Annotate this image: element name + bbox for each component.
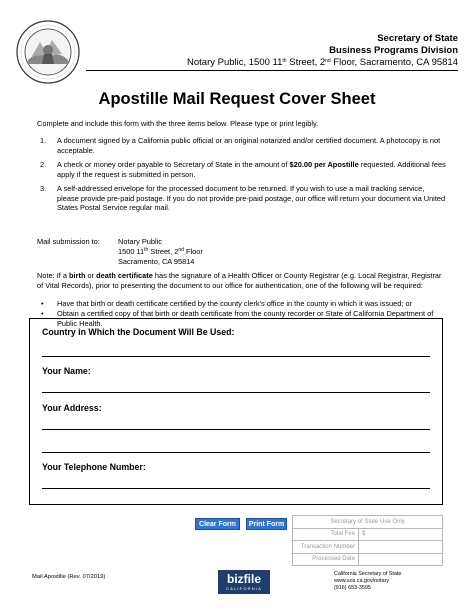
office-address: Notary Public, 1500 11th Street, 2nd Floor, Sacramento, CA 95814 xyxy=(187,57,458,68)
clear-form-button[interactable]: Clear Form xyxy=(195,518,240,530)
form-revision: Mail Apostille (Rev. 07/2019) xyxy=(32,574,106,580)
mail-address-line: 1500 11th Street, 2nd Floor xyxy=(118,247,203,256)
bizfile-logo xyxy=(218,570,270,594)
transaction-number-field xyxy=(359,541,443,554)
transaction-number-label: Transaction Number xyxy=(293,541,359,554)
item-number: 2. xyxy=(40,160,47,169)
item-number: 1. xyxy=(40,136,47,145)
bullet-icon: • xyxy=(41,299,44,308)
total-fee-value: $ xyxy=(359,528,443,541)
total-fee-label: Total Fee xyxy=(293,528,359,541)
requirement-item: A check or money order payable to Secretary of State in the amount of $20.00 per Apostille requested. Additional fees apply if the request is submitted in person. xyxy=(57,160,446,179)
office-title: Secretary of State xyxy=(377,33,458,44)
footer-website: www.sos.ca.gov/notary xyxy=(334,578,390,584)
address-field-line-2[interactable] xyxy=(42,452,430,453)
page-title: Apostille Mail Request Cover Sheet xyxy=(98,90,376,108)
address-label: Your Address: xyxy=(42,403,102,413)
country-label: Country in Which the Document Will Be Used: xyxy=(42,327,235,337)
bullet-icon: • xyxy=(41,309,44,318)
bullet-item: Have that birth or death certificate certified by the county clerk’s office in the county in which it was issued; or xyxy=(57,299,413,308)
name-label: Your Name: xyxy=(42,366,91,376)
item-number: 3. xyxy=(40,184,47,193)
mail-address-line: Notary Public xyxy=(118,237,162,246)
country-field[interactable] xyxy=(42,356,430,357)
bullet-item: Obtain a certified copy of that birth or death certificate from the county recorder or State of California Department of Public Health. xyxy=(57,309,434,328)
mail-submission-label: Mail submission to: xyxy=(37,237,100,246)
requirement-item: A document signed by a California public official or an original notarized and/or certified document. A photocopy is not acceptable. xyxy=(57,136,441,155)
office-use-table xyxy=(292,515,443,566)
intro-text: Complete and include this form with the three items below. Please type or print legibly. xyxy=(37,119,319,128)
bizfile-logo-subtitle: CALIFORNIA xyxy=(225,586,262,591)
phone-label: Your Telephone Number: xyxy=(42,462,146,472)
footer-phone: (916) 653-3595 xyxy=(334,585,371,591)
phone-field[interactable] xyxy=(42,488,430,489)
address-field-line-1[interactable] xyxy=(42,429,430,430)
requirement-item: A self-addressed envelope for the processed document to be returned. If you wish to use a mail tracking service, please provide pre-paid postage. If you do not provide pre-paid postage, our office will return your document via United States Postal Service regular mail. xyxy=(57,184,446,212)
bizfile-logo-word: bizfile xyxy=(226,572,261,586)
processed-date-field xyxy=(359,553,443,566)
division-title: Business Programs Division xyxy=(329,45,458,56)
note-text: Note: If a birth or death certificate has the signature of a Health Officer or County Registrar (e.g. Local Registrar, Registrar of Vital Records), prior to presenting the document to our office for authentication, one of the following will be required: xyxy=(37,271,442,290)
processed-date-label: Processed Date xyxy=(293,553,359,566)
state-seal-icon xyxy=(16,20,80,84)
office-use-header: Secretary of State Use Only xyxy=(293,516,443,529)
footer-org: California Secretary of State xyxy=(334,571,402,577)
mail-address-line: Sacramento, CA 95814 xyxy=(118,257,195,266)
header-divider xyxy=(86,70,458,71)
name-field[interactable] xyxy=(42,392,430,393)
print-form-button[interactable]: Print Form xyxy=(246,518,287,530)
